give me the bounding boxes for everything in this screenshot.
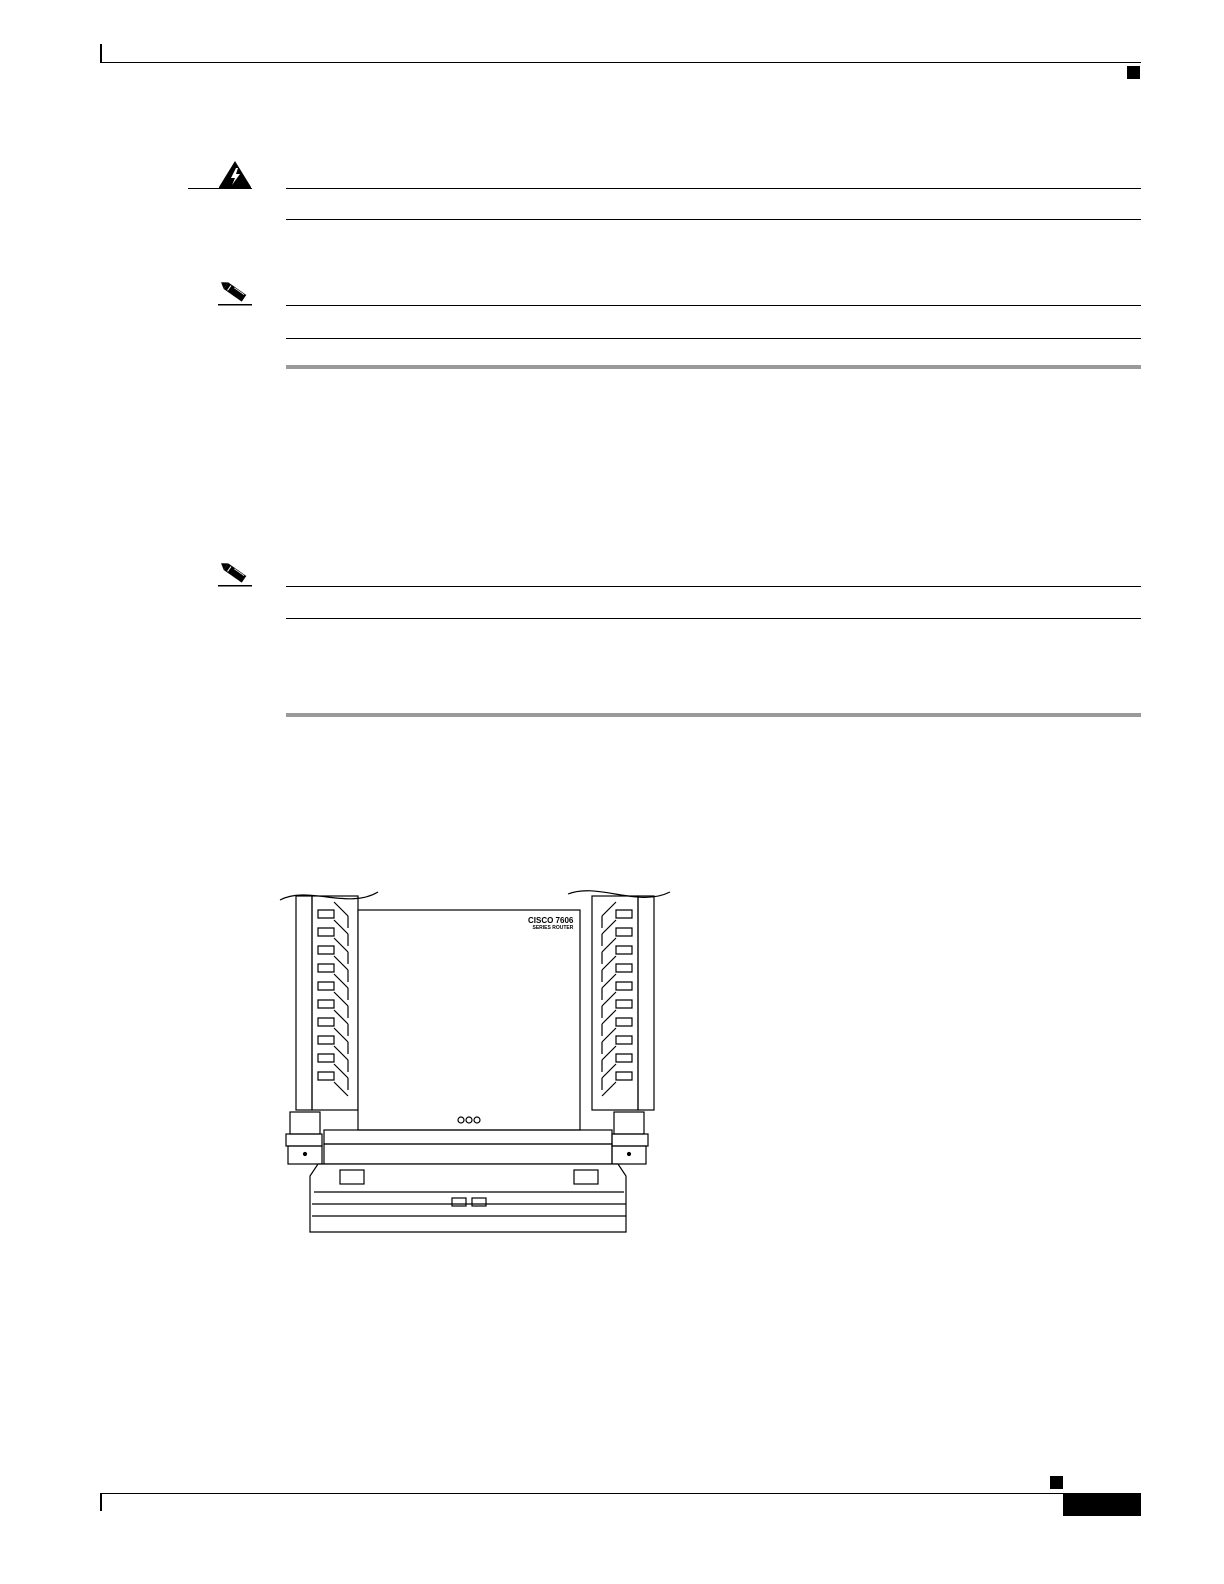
step-end-rule-2 xyxy=(286,713,1141,717)
footer-marker xyxy=(1050,1476,1063,1489)
step-end-rule-1 xyxy=(286,365,1141,369)
header-marker xyxy=(1127,66,1140,79)
chassis-label xyxy=(528,916,573,931)
note2-top-rule xyxy=(286,586,1141,587)
footer-rule xyxy=(100,1493,1141,1494)
rack-chassis-figure xyxy=(278,880,672,1242)
chassis-label-line2: SERIES ROUTER xyxy=(532,925,574,931)
page-number-tab xyxy=(1063,1494,1141,1516)
warning-bottom-rule xyxy=(286,219,1141,220)
header-left-tick xyxy=(100,44,102,62)
note1-bottom-rule xyxy=(286,338,1141,339)
note1-top-rule xyxy=(286,305,1141,306)
note2-bottom-rule xyxy=(286,618,1141,619)
warning-triangle-icon xyxy=(218,160,252,190)
header-rule xyxy=(100,62,1141,63)
footer-left-tick xyxy=(100,1493,102,1511)
chassis-label-line1: CISCO 7606 xyxy=(528,916,574,925)
pencil-note-icon xyxy=(218,561,252,587)
warning-top-rule xyxy=(286,188,1141,189)
pencil-note-icon xyxy=(218,280,252,306)
warning-underline xyxy=(188,188,252,189)
